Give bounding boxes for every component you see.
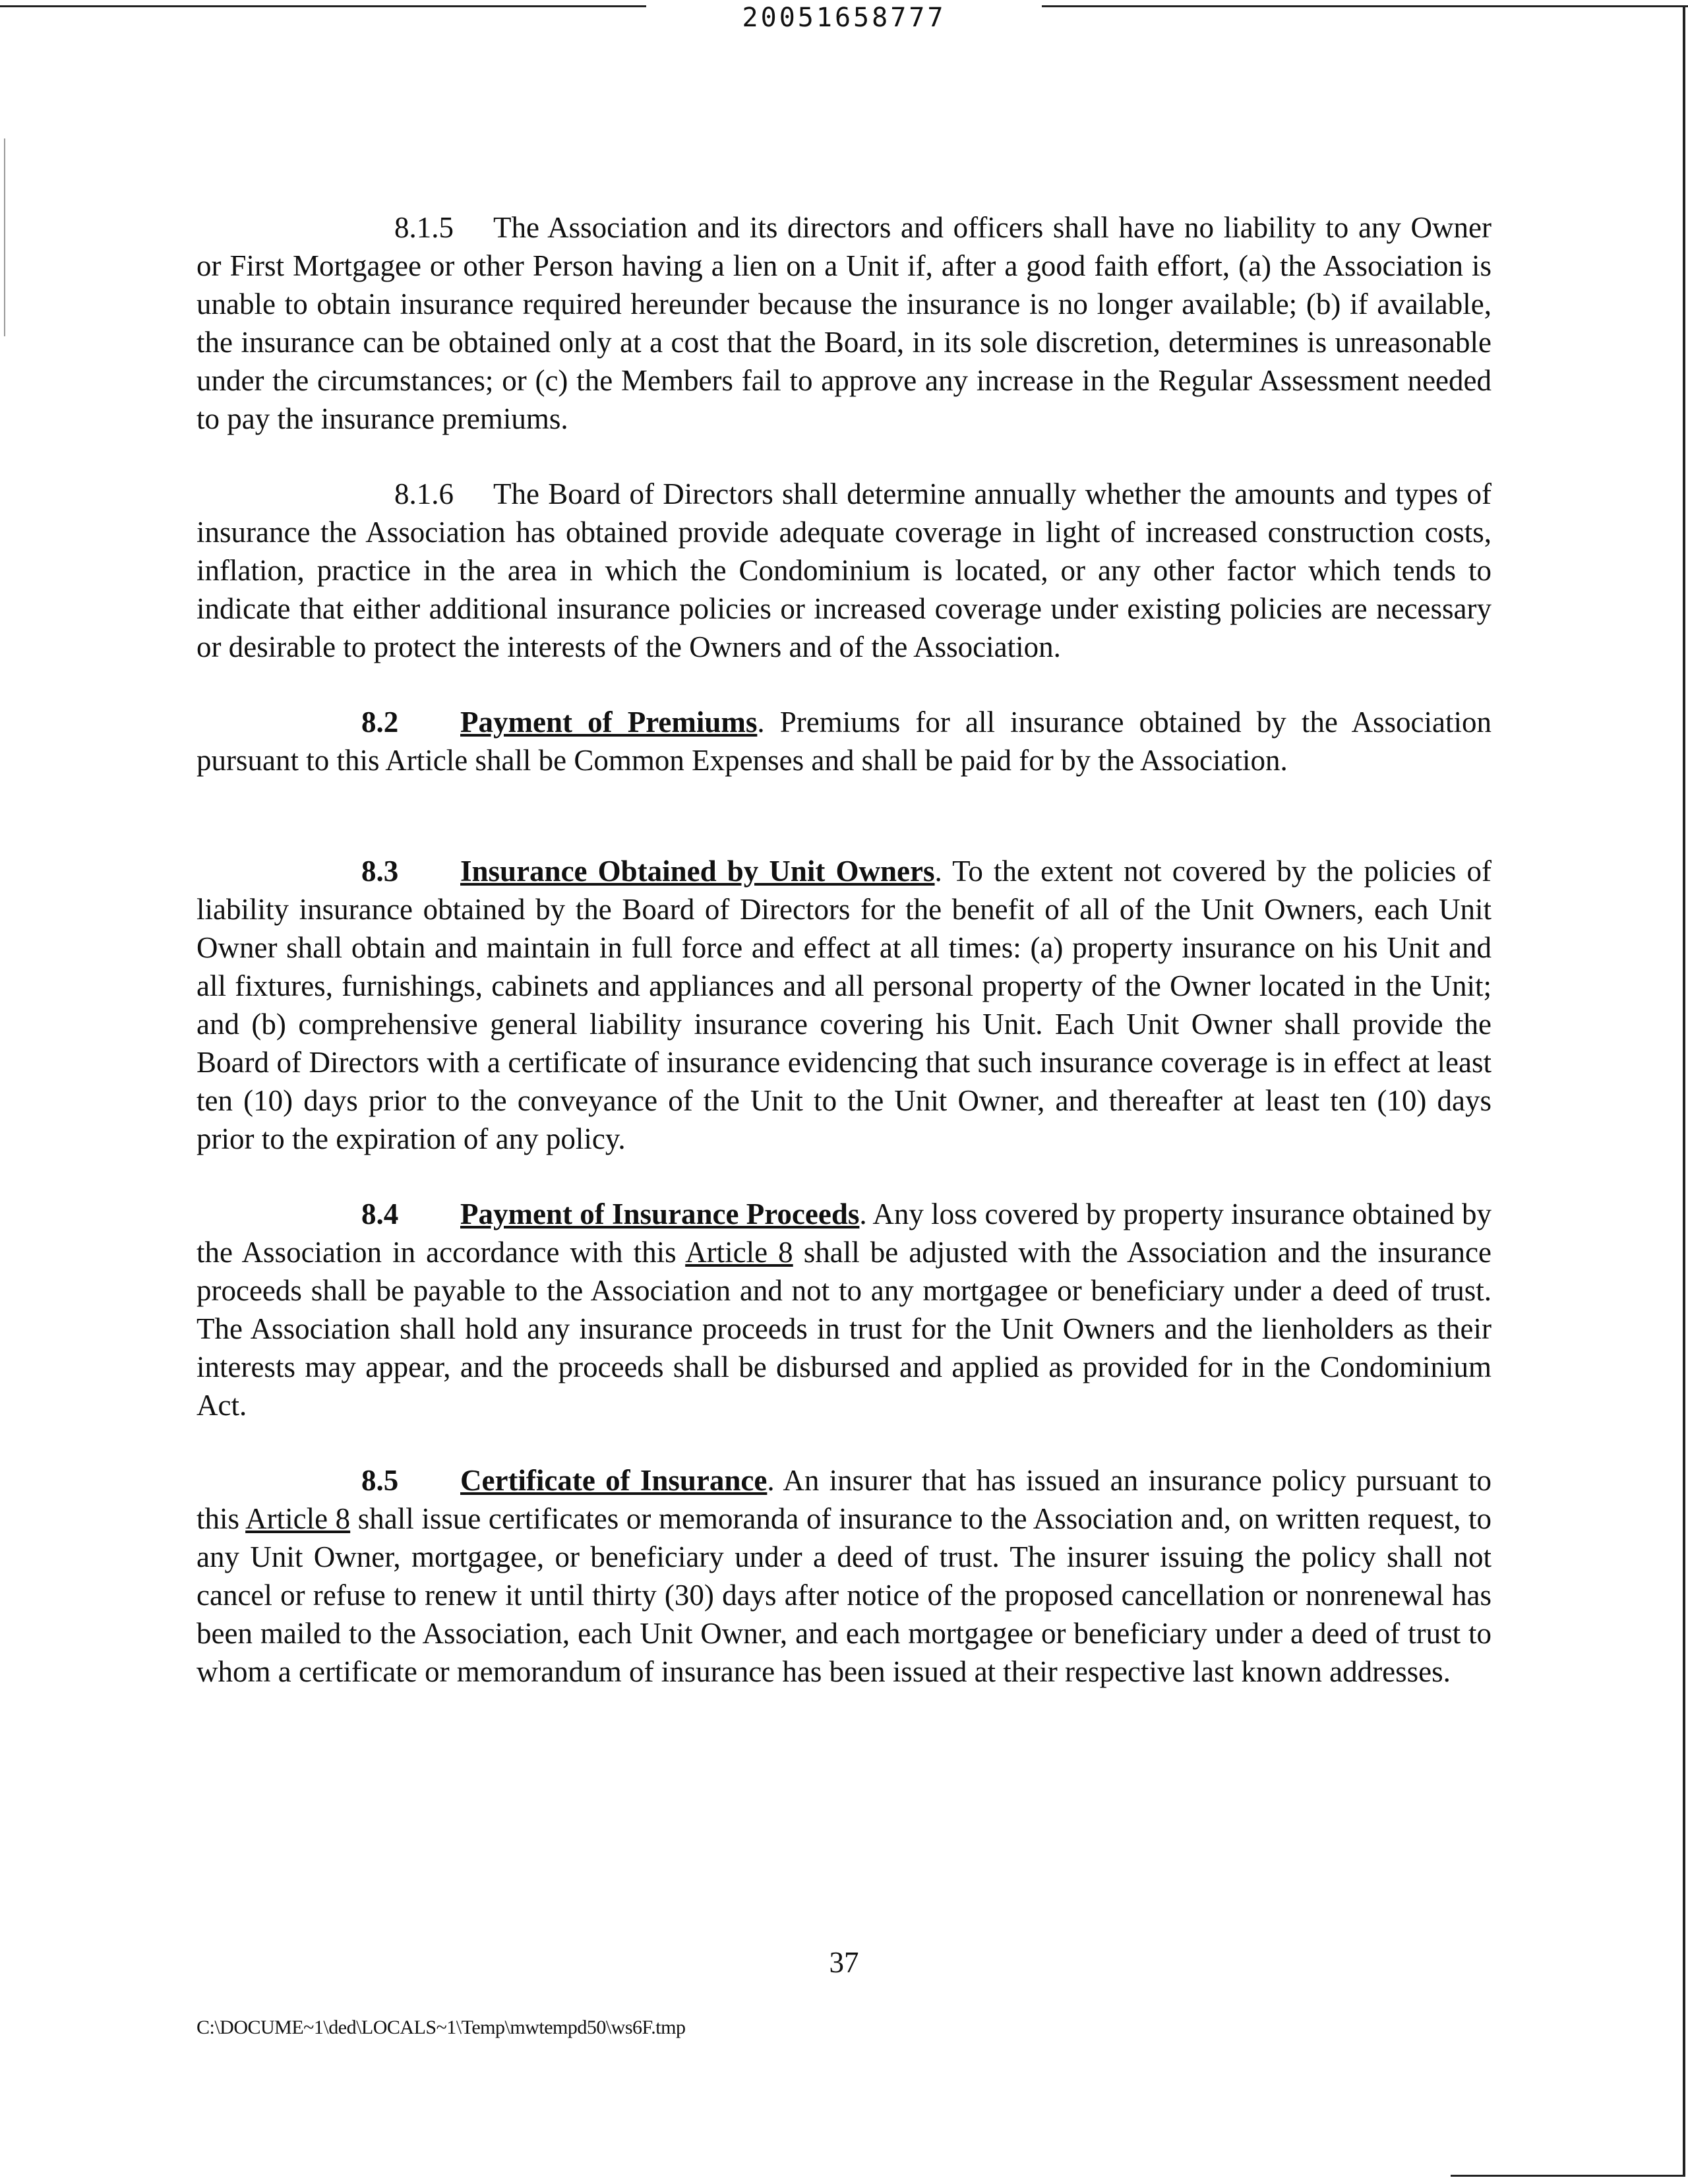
section-8-1-5 [196,208,1492,438]
section-text: Any loss covered by property insurance obtained by the Association in accordance with this [196,1198,1492,1269]
section-text: The Board of Directors shall determine annually whether the amounts and types of insurance the Association has obtained provide adequate coverage in light of increased construction costs, inflation, practice in the area in which the Condominium is located, or any other factor which tends to indicate that either additional insurance policies or increased coverage under existing policies are necessary or desirable to protect the interests of the Owners and of the Association. [196,477,1492,663]
section-8-5: 8.5 Certificate of Insurance. An insurer that has issued an insurance policy pursuant to this Article 8 shall issue certificates or memoranda of insurance to the Association and, on written request, to any Unit Owner, mortgagee, or beneficiary under a deed of trust. The insurer issuing the policy shall not cancel or refuse to renew it until thirty (30) days after notice of the proposed cancellation or nonrenewal has been mailed to the Association, each Unit Owner, and each mortgagee or beneficiary under a deed of trust to whom a certificate or memorandum of insurance has been issued at their respective last known addresses. [196,1461,1492,1691]
scan-border-bottom-right [1451,2175,1685,2177]
section-heading: Insurance Obtained by Unit Owners [460,855,935,888]
document-body [196,208,1492,1691]
file-path-footer: C:\DOCUME~1\ded\LOCALS~1\Temp\mwtempd50\ws6F.tmp [196,2017,686,2038]
section-number: 8.1.5 [394,211,454,244]
section-text: Premiums for all insurance obtained by the Association pursuant to this Article shall be Common Expenses and shall be paid for by the Association. [196,706,1492,777]
document-stamp-number: 20051658777 [742,3,946,33]
section-8-3: 8.3 Insurance Obtained by Unit Owners. To the extent not covered by the policies of liability insurance obtained by the Board of Directors for the benefit of all of the Unit Owners, each Unit Owner shall obtain and maintain in full force and effect at all times: (a) property insurance on his Unit and all fixtures, furnishings, cabinets and appliances and all personal property of the Owner located in the Unit; and (b) comprehensive general liability insurance covering his Unit. Each Unit Owner shall provide the Board of Directors with a certificate of insurance evidencing that such insurance coverage is in effect at least ten (10) days prior to the conveyance of the Unit to the Unit Owner, and thereafter at least ten (10) days prior to the expiration of any policy. [196,852,1492,1158]
section-text: shall be adjusted with the Association and the insurance proceeds shall be payable to the Association and not to any mortgagee or beneficiary under a deed of trust. The Association shall hold any insurance proceeds in trust for the Unit Owners and the lienholders as their interests may appear, and the proceeds shall be disbursed and applied as provided for in the Condominium Act. [196,1236,1492,1422]
section-number: 8.5 [361,1464,399,1497]
scan-border-right [1683,5,1685,2175]
section-number: 8.2 [361,706,399,739]
section-8-1-6 [196,475,1492,666]
section-8-2: 8.2 Payment of Premiums. Premiums for all insurance obtained by the Association pursuant to this Article shall be Common Expenses and shall be paid for by the Association. [196,703,1492,779]
section-number: 8.3 [361,855,399,888]
section-number: 8.1.6 [394,477,454,510]
scan-border-left [4,138,5,336]
section-text: shall issue certificates or memoranda of insurance to the Association and, on written request, to any Unit Owner, mortgagee, or beneficiary under a deed of trust. The insurer issuing the policy shall not cancel or refuse to renew it until thirty (30) days after notice of the proposed cancellation or nonrenewal has been mailed to the Association, each Unit Owner, and each mortgagee or beneficiary under a deed of trust to whom a certificate or memorandum of insurance has been issued at their respective last known addresses. [196,1502,1492,1688]
section-text: An insurer that has issued an insurance policy pursuant to this [196,1464,1492,1535]
section-text: The Association and its directors and officers shall have no liability to any Owner or First Mortgagee or other Person having a lien on a Unit if, after a good faith effort, (a) the Association is unable to obtain insurance required hereunder because the insurance is no longer available; (b) if available, the insurance can be obtained only at a cost that the Board, in its sole discretion, determines is unreasonable under the circumstances; or (c) the Members fail to approve any increase in the Regular Assessment needed to pay the insurance premiums. [196,211,1492,435]
section-text: To the extent not covered by the policies of liability insurance obtained by the Board of Directors for the benefit of all of the Unit Owners, each Unit Owner shall obtain and maintain in full force and effect at all times: (a) property insurance on his Unit and all fixtures, furnishings, cabinets and appliances and all personal property of the Owner located in the Unit; and (b) comprehensive general liability insurance covering his Unit. Each Unit Owner shall provide the Board of Directors with a certificate of insurance evidencing that such insurance coverage is in effect at least ten (10) days prior to the conveyance of the Unit to the Unit Owner, and thereafter at least ten (10) days prior to the expiration of any policy. [196,855,1492,1155]
section-8-4: 8.4 Payment of Insurance Proceeds. Any loss covered by property insurance obtained by the Association in accordance with this Article 8 shall be adjusted with the Association and the insurance proceeds shall be payable to the Association and not to any mortgagee or beneficiary under a deed of trust. The Association shall hold any insurance proceeds in trust for the Unit Owners and the lienholders as their interests may appear, and the proceeds shall be disbursed and applied as provided for in the Condominium Act. [196,1195,1492,1424]
page-number: 37 [829,1946,859,1979]
section-number: 8.4 [361,1198,399,1230]
article-reference: Article 8 [685,1236,793,1269]
section-heading: Certificate of Insurance [460,1464,768,1497]
section-heading: Payment of Insurance Proceeds [460,1198,860,1230]
section-heading: Payment of Premiums [460,706,758,739]
article-reference: Article 8 [245,1502,351,1535]
